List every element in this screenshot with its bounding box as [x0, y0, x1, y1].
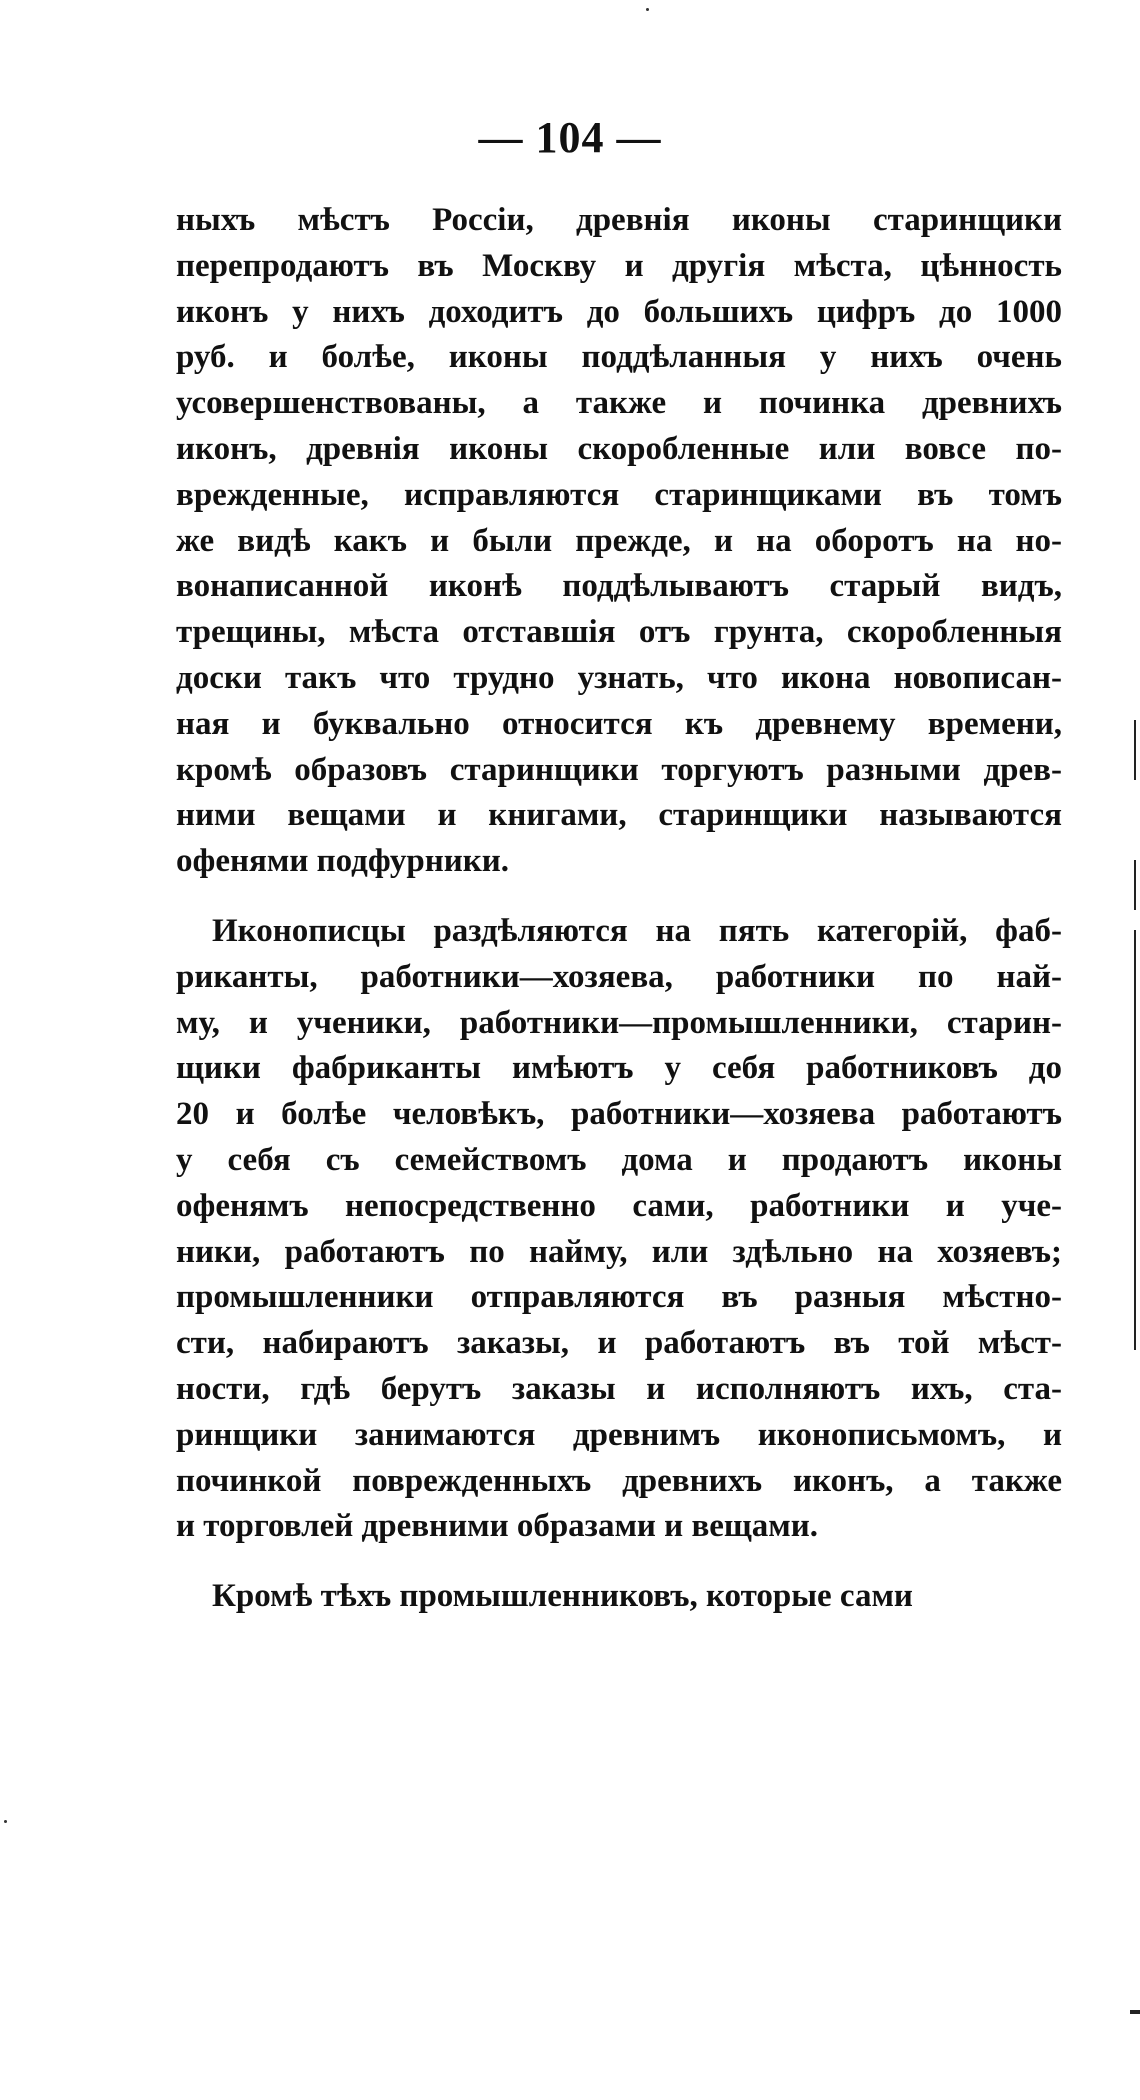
paragraph-gap: [176, 1550, 1062, 1574]
text-line: же видѣ какъ и были прежде, и на оборотъ на но-: [176, 522, 1062, 559]
text-line: вонаписанной иконѣ поддѣлываютъ старый видъ,: [176, 568, 1062, 605]
text-line: щики фабриканты имѣютъ у себя работниковъ до: [176, 1050, 1062, 1087]
text-line: трещины, мѣста отставшія отъ грунта, скоробленныя: [176, 614, 1062, 651]
text-line: у себя съ семействомъ дома и продаютъ иконы: [176, 1141, 1062, 1178]
scan-speck: [646, 8, 649, 11]
text-line: Кромѣ тѣхъ промышленниковъ, которые сами: [212, 1578, 913, 1615]
text-line: ники, работаютъ по найму, или здѣльно на хозяевъ;: [176, 1233, 1062, 1270]
text-line: починкой поврежденныхъ древнихъ иконъ, а также: [176, 1462, 1062, 1499]
page-number: — 104 —: [478, 113, 662, 162]
scan-speck: [4, 1820, 7, 1823]
text-line: Иконописцы раздѣляются на пять категорій, фаб-: [212, 912, 1062, 949]
text-line: ности, гдѣ берутъ заказы и исполняютъ ихъ, ста-: [176, 1370, 1062, 1407]
text-line: и торговлей древними образами и вещами.: [176, 1508, 819, 1545]
text-line: офенями подфурники.: [176, 843, 510, 880]
body-text: [176, 198, 1062, 1620]
text-line: кромѣ образовъ старинщики торгуютъ разными древ-: [176, 751, 1062, 788]
text-line: сти, набираютъ заказы, и работаютъ въ той мѣст-: [176, 1325, 1062, 1362]
text-line: ними вещами и книгами, старинщики называются: [176, 797, 1062, 834]
text-line: иконъ у нихъ доходитъ до большихъ цифръ до 1000: [176, 293, 1062, 330]
text-line: 20 и болѣе человѣкъ, работники—хозяева работаютъ: [176, 1096, 1062, 1133]
text-line: офенямъ непосредственно сами, работники и уче-: [176, 1187, 1062, 1224]
text-line: перепродаютъ въ Москву и другія мѣста, цѣнность: [176, 247, 1062, 284]
paragraph: [176, 1574, 1062, 1620]
text-line: усовершенствованы, а также и починка древнихъ: [176, 385, 1062, 422]
text-line: иконъ, древнія иконы скоробленные или вовсе по-: [176, 430, 1062, 467]
paragraph: [176, 198, 1062, 885]
text-line: врежденные, исправляются старинщиками въ томъ: [176, 476, 1062, 513]
text-line: ныхъ мѣстъ Россіи, древнія иконы старинщики: [176, 202, 1062, 238]
text-line: му, и ученики, работники—промышленники, старин-: [176, 1004, 1062, 1041]
text-line: промышленники отправляются въ разныя мѣстно-: [176, 1279, 1062, 1316]
page-edge-marks: [1128, 700, 1140, 2100]
text-line: риканты, работники—хозяева, работники по най-: [176, 958, 1062, 995]
text-line: руб. и болѣе, иконы поддѣланныя у нихъ очень: [176, 339, 1062, 376]
text-line: ная и буквально относится къ древнему времени,: [176, 705, 1062, 742]
text-line: ринщики занимаются древнимъ иконописьмомъ, и: [176, 1416, 1062, 1453]
paragraph: [176, 909, 1062, 1550]
paragraph-gap: [176, 885, 1062, 909]
text-line: доски такъ что трудно узнать, что икона новописан-: [176, 659, 1062, 696]
